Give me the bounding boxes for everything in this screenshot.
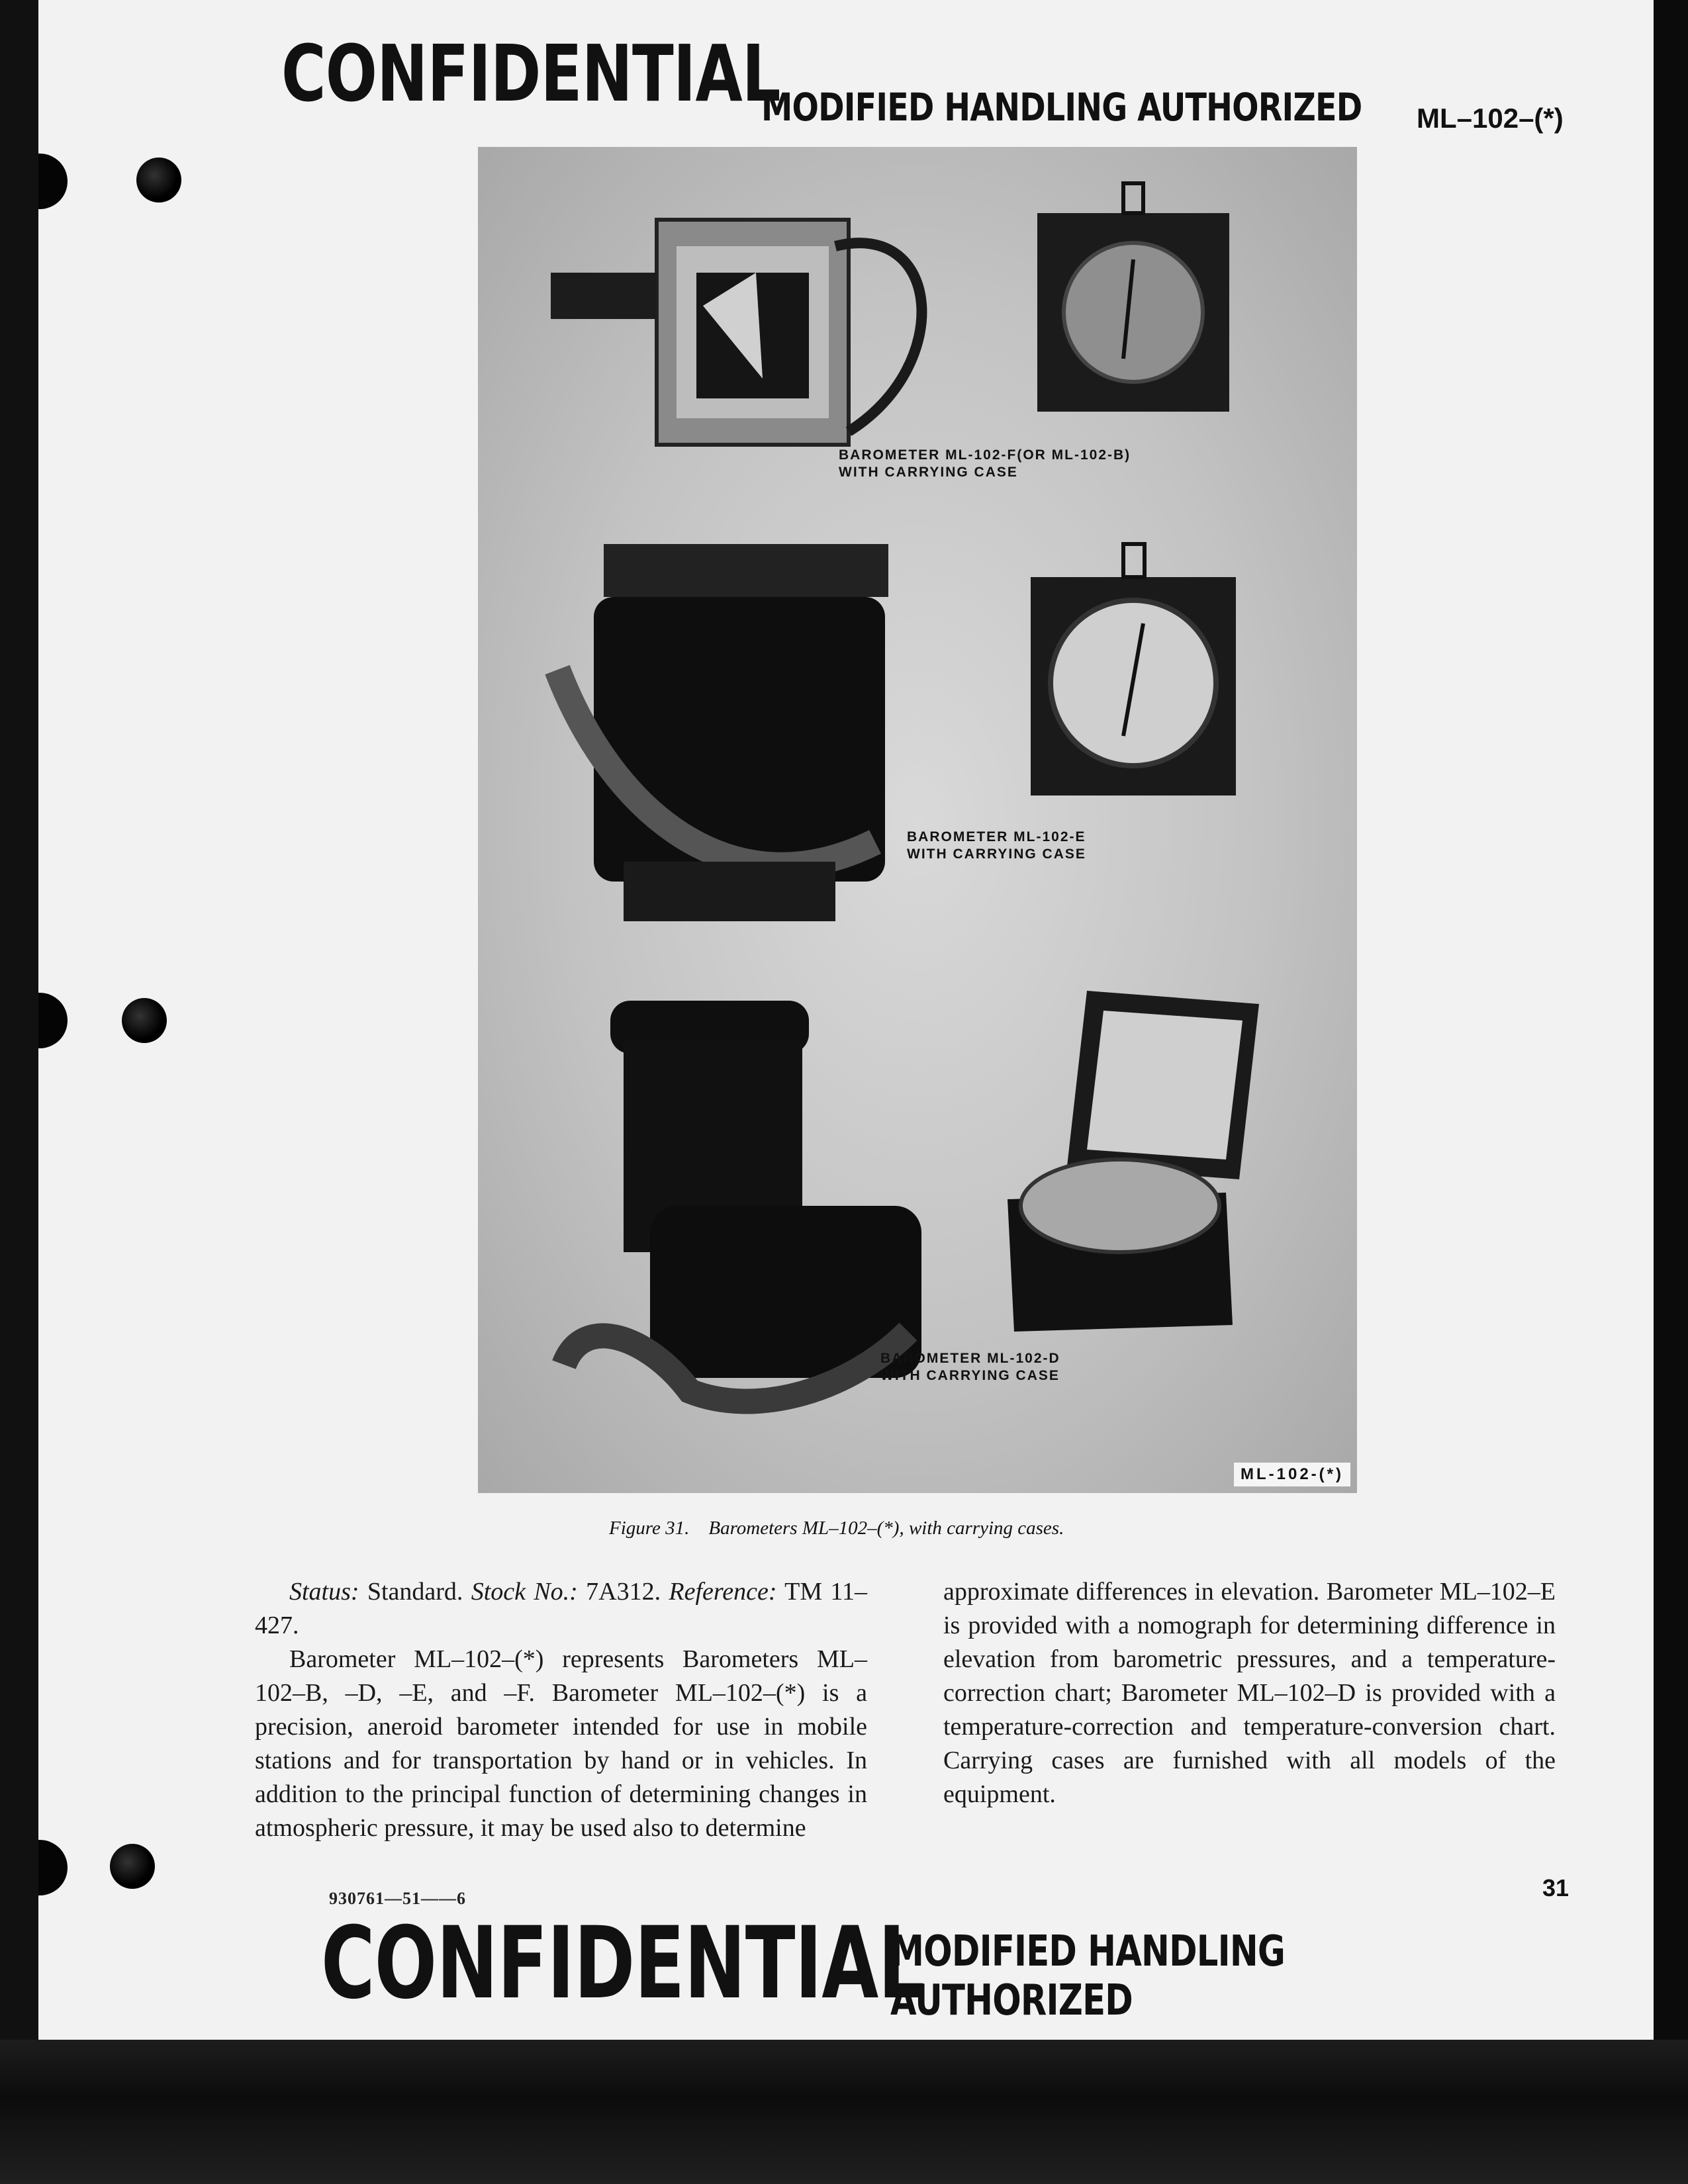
scan-border-bottom	[0, 2040, 1688, 2184]
barometer-illustrations	[478, 147, 1357, 1493]
barometer-f	[1037, 183, 1229, 412]
figure-caption	[609, 1518, 1271, 1539]
page-number: 31	[1542, 1874, 1570, 1901]
figure-photograph	[478, 147, 1357, 1493]
carrying-case-d	[564, 1001, 921, 1402]
photo-label-line: BAROMETER ML-102-F(OR ML-102-B)	[839, 447, 1131, 463]
figure-caption-text: Barometers ML–102–(*), with carrying cases.	[708, 1518, 1064, 1539]
scan-border-right	[1654, 0, 1688, 2184]
description-paragraph-continued: approximate differences in elevation. Barometer ML–102–E is provided with a nomograph for determining difference in elevation from barometric pressures, and a temperature-correction chart; Barometer ML–102–D is provided with a temperature-correction and temperature-conversion chart. Carrying cases are furnished with all models of the equipment.	[943, 1578, 1556, 1808]
photo-label-line: WITH CARRYING CASE	[880, 1368, 1060, 1383]
status-value: Standard.	[359, 1578, 471, 1606]
stock-label: Stock No.:	[471, 1578, 578, 1606]
photo-label-f	[839, 447, 1131, 481]
photo-label-line: BAROMETER ML-102-D	[880, 1351, 1060, 1366]
punch-hole	[122, 998, 167, 1043]
status-paragraph	[255, 1575, 867, 1643]
status-label: Status:	[289, 1578, 359, 1606]
text-column-left	[255, 1575, 867, 1845]
figure-number: Figure 31.	[609, 1518, 690, 1539]
handling-notice-top: MODIFIED HANDLING AUTHORIZED	[761, 85, 1362, 130]
handling-notice-bottom: MODIFIED HANDLING AUTHORIZED	[890, 1927, 1286, 2025]
punch-hole	[110, 1844, 155, 1889]
photo-label-line: WITH CARRYING CASE	[839, 465, 1018, 480]
reference-label: Reference:	[669, 1578, 777, 1606]
classification-stamp-top: CONFIDENTIAL	[281, 28, 780, 119]
stock-value: 7A312.	[577, 1578, 669, 1606]
equipment-reference: ML–102–(*)	[1417, 103, 1564, 134]
carrying-case-f	[551, 220, 921, 445]
photo-label-line: BAROMETER ML-102-E	[907, 829, 1086, 844]
punch-hole	[136, 158, 181, 203]
description-paragraph: Barometer ML–102–(*) represents Barometers ML–102–B, –D, –E, and –F. Barometer ML–102–(*) is a precision, aneroid barometer intended for use in mobile stations and for transportation by hand or in vehicles. In addition to the principal function of determining changes in atmospheric pressure, it may be used also to determine	[255, 1645, 867, 1842]
photo-label-d	[880, 1350, 1060, 1385]
photo-label-line: WITH CARRYING CASE	[907, 846, 1086, 862]
text-column-right	[943, 1575, 1556, 1811]
barometer-d	[1008, 991, 1259, 1332]
photo-label-e	[907, 829, 1086, 863]
print-code: 930761—51——6	[329, 1889, 466, 1908]
photo-corner-tag: ML-102-(*)	[1234, 1463, 1350, 1486]
classification-stamp-bottom: CONFIDENTIAL	[321, 1906, 925, 2021]
reference-value: TM 11–427.	[255, 1578, 868, 1639]
carrying-case-e	[557, 544, 888, 921]
barometer-e	[1031, 544, 1236, 796]
